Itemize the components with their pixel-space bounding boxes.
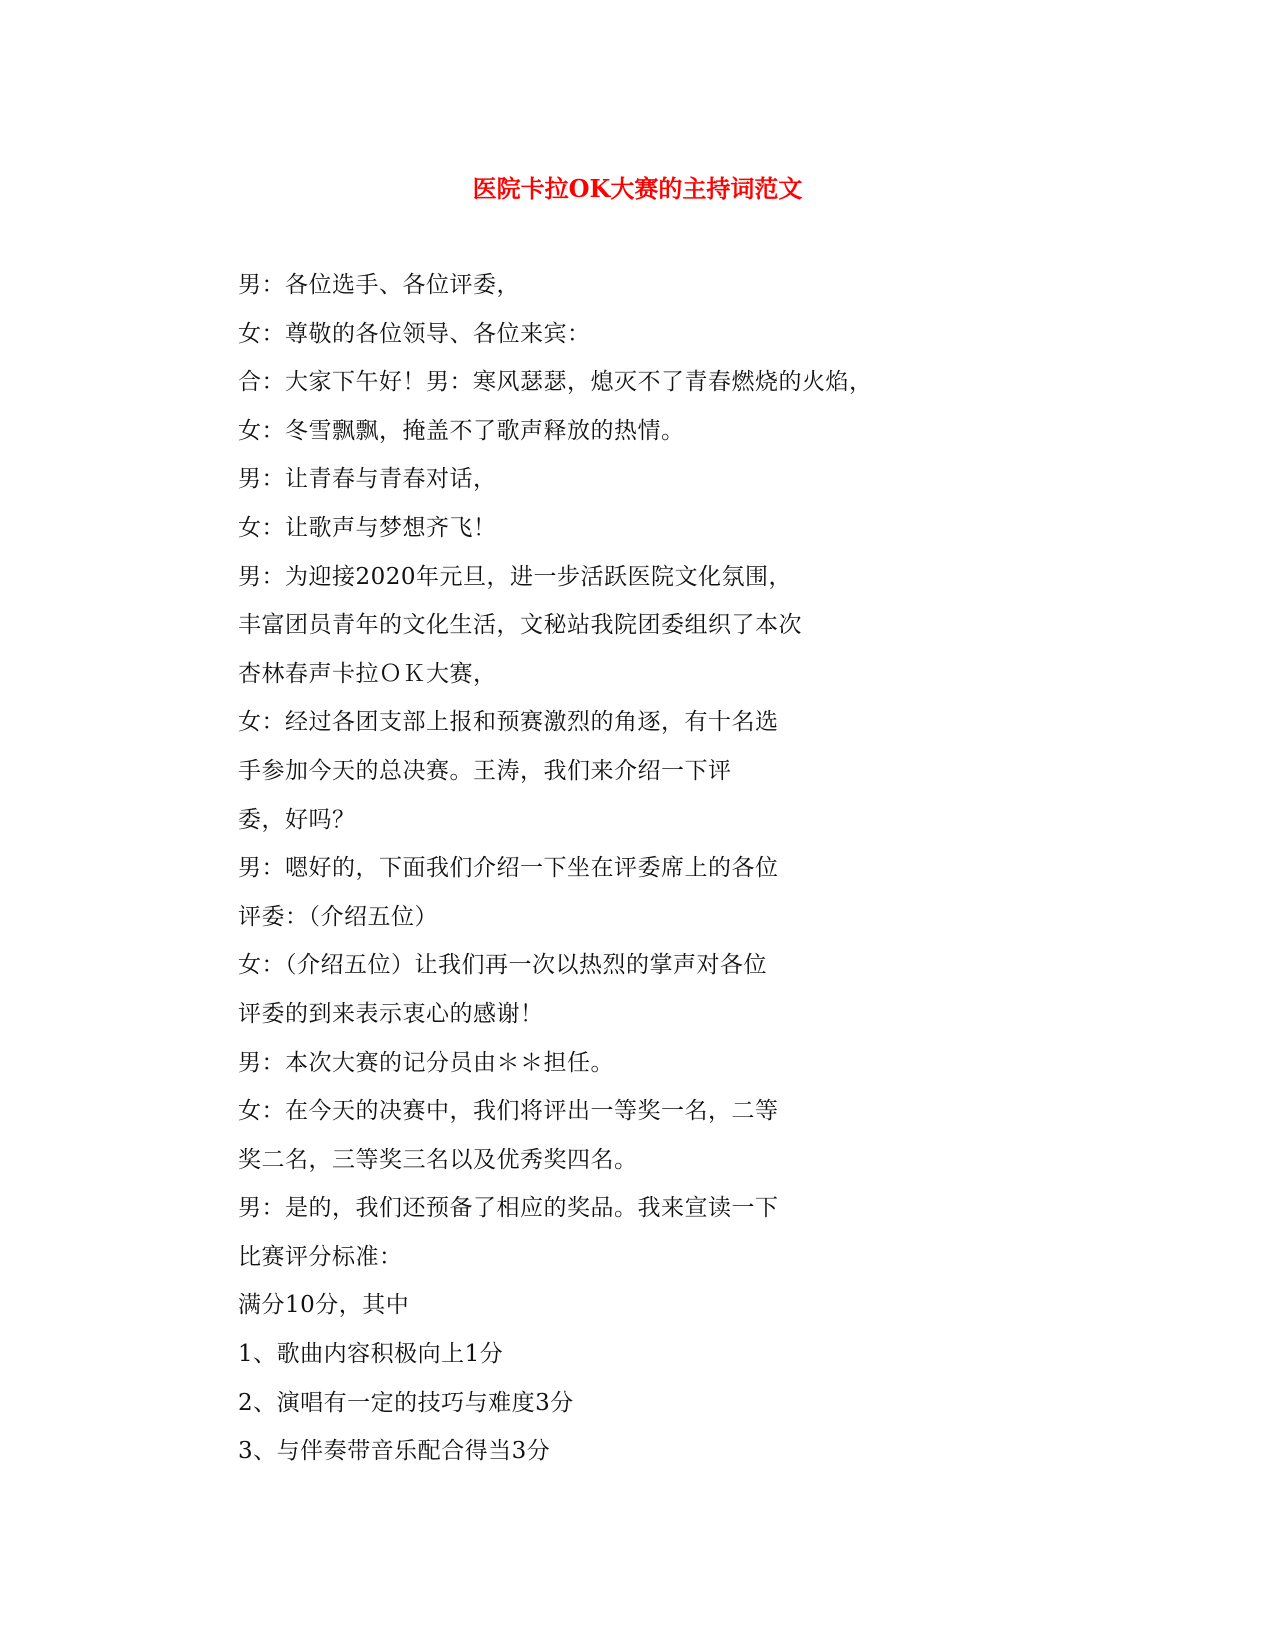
text-line: 女：让歌声与梦想齐飞！ xyxy=(238,514,497,541)
text-line: 女：（介绍五位）让我们再一次以热烈的掌声对各位 xyxy=(238,952,767,979)
text-line: 奖二名，三等奖三名以及优秀奖四名。 xyxy=(238,1146,638,1173)
text-line: 评委：（介绍五位） xyxy=(238,903,438,930)
text-line: 3、与伴奏带音乐配合得当3分 xyxy=(238,1438,551,1465)
text-line: 男：为迎接2020年元旦，进一步活跃医院文化氛围， xyxy=(238,563,793,590)
text-line: 女：尊敬的各位领导、各位来宾： xyxy=(238,320,591,347)
document-title: 医院卡拉OK大赛的主持词范文 xyxy=(472,174,803,203)
text-line: 合：大家下午好！男：寒风瑟瑟，熄灭不了青春燃烧的火焰， xyxy=(238,369,873,396)
text-line: 男：本次大赛的记分员由＊＊担任。 xyxy=(238,1049,614,1076)
text-line: 2、演唱有一定的技巧与难度3分 xyxy=(238,1389,574,1416)
text-line: 1、歌曲内容积极向上1分 xyxy=(238,1341,504,1368)
text-line: 男：让青春与青春对话， xyxy=(238,466,497,493)
text-line: 男：嗯好的，下面我们介绍一下坐在评委席上的各位 xyxy=(238,855,779,882)
text-line: 手参加今天的总决赛。王涛，我们来介绍一下评 xyxy=(238,757,732,784)
text-line: 男：各位选手、各位评委， xyxy=(238,272,520,298)
text-line: 满分10分，其中 xyxy=(238,1292,410,1319)
text-line: 杏林春声卡拉ＯＫ大赛， xyxy=(238,660,497,687)
text-line: 男：是的，我们还预备了相应的奖品。我来宣读一下 xyxy=(238,1195,779,1222)
text-line: 比赛评分标准： xyxy=(238,1243,403,1270)
text-line: 女：冬雪飘飘，掩盖不了歌声释放的热情。 xyxy=(238,417,685,444)
document-body xyxy=(238,268,1138,1483)
text-line: 丰富团员青年的文化生活，文秘站我院团委组织了本次 xyxy=(238,612,802,639)
text-line: 女：经过各团支部上报和预赛激烈的角逐，有十名选 xyxy=(238,709,779,736)
text-line: 评委的到来表示衷心的感谢！ xyxy=(238,1000,544,1027)
text-line: 女：在今天的决赛中，我们将评出一等奖一名，二等 xyxy=(238,1098,779,1125)
text-line: 委，好吗？ xyxy=(238,806,356,833)
